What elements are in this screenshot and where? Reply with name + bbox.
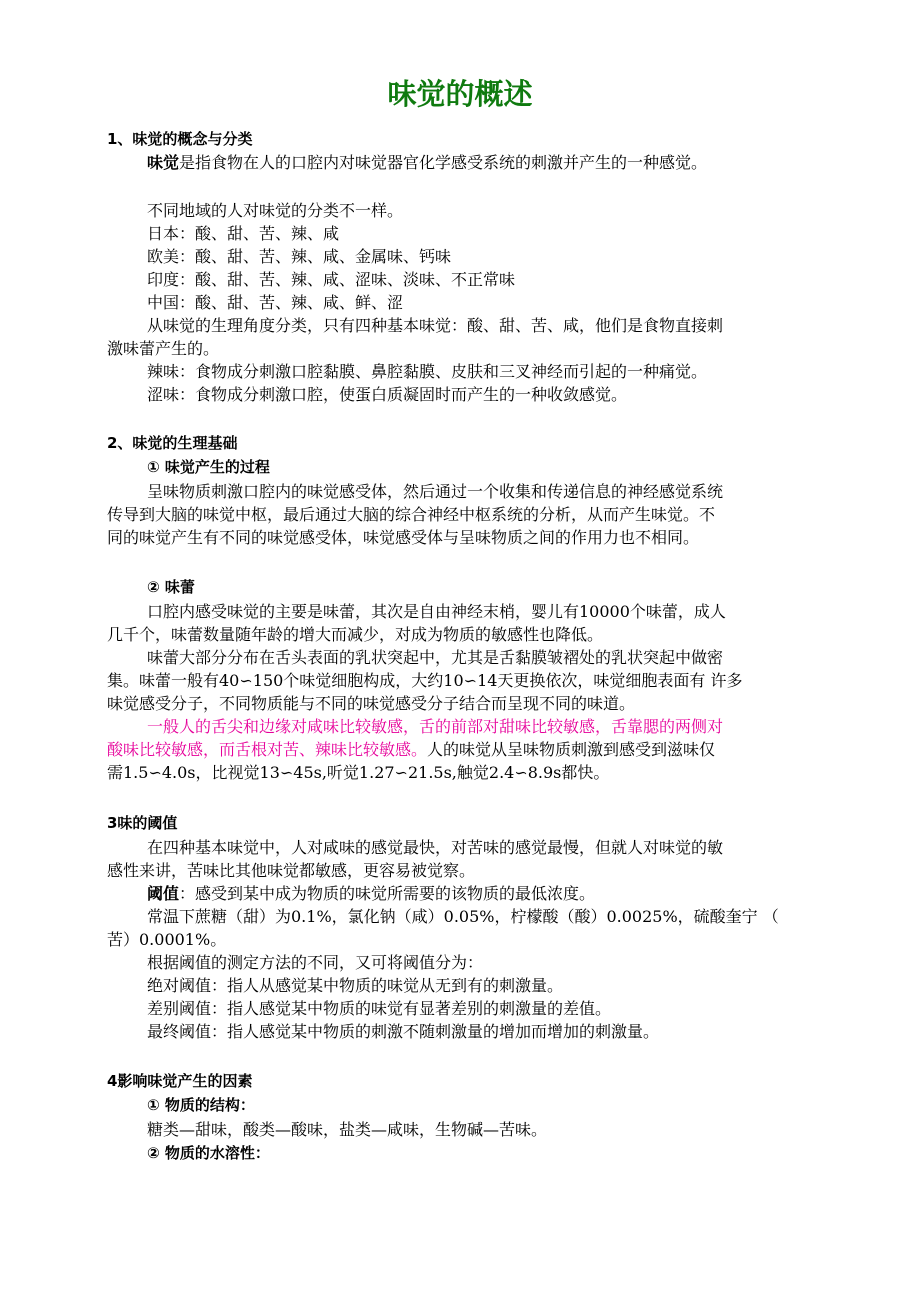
section-4-heading: 4影响味觉产生的因素 xyxy=(107,1072,253,1090)
threshold-definition xyxy=(147,882,595,905)
paragraph: 苦）0.0001%。 xyxy=(107,930,227,949)
paragraph: 在四种基本味觉中，人对咸味的感觉最快，对苦味的感觉最慢，但就人对味觉的敏 xyxy=(147,838,724,857)
threshold-definition-text: ：感受到某中成为物质的味觉所需要的该物质的最低浓度。 xyxy=(179,884,596,903)
taste-definition xyxy=(147,151,707,174)
final-threshold: 最终阈值：指人感觉某中物质的刺激不随刺激量的增加而增加的刺激量。 xyxy=(147,1022,660,1041)
subheading: ② 味蕾 xyxy=(147,578,195,596)
classification-japan: 日本：酸、甜、苦、辣、咸 xyxy=(147,224,340,243)
spicy-definition: 辣味：食物成分刺激口腔黏膜、鼻腔黏膜、皮肤和三叉神经而引起的一种痛觉。 xyxy=(147,362,708,381)
paragraph: 糖类—甜味，酸类—酸味，盐类—咸味，生物碱—苦味。 xyxy=(147,1120,548,1139)
subheading: ② 物质的水溶性： xyxy=(147,1144,270,1162)
threshold-term: 阈值 xyxy=(147,884,180,903)
taste-term: 味觉 xyxy=(147,153,180,172)
subheading: ① 物质的结构： xyxy=(147,1096,255,1114)
paragraph: 感性来讲，苦味比其他味觉都敏感，更容易被觉察。 xyxy=(107,861,476,880)
paragraph: 集。味蕾一般有40∽150个味觉细胞构成，大约10∽14天更换依次，味觉细胞表面有 许多 xyxy=(107,671,743,690)
classification-china: 中国：酸、甜、苦、辣、咸、鲜、涩 xyxy=(147,293,404,312)
page-title: 味觉的概述 xyxy=(387,77,533,111)
highlighted-text: 酸味比较敏感，而舌根对苦、辣味比较敏感。 xyxy=(107,740,428,759)
paragraph: 味觉感受分子，不同物质能与不同的味觉感受分子结合而呈现不同的味道。 xyxy=(107,694,636,713)
difference-threshold: 差别阈值：指人感觉某中物质的味觉有显著差别的刺激量的差值。 xyxy=(147,999,612,1018)
paragraph: 激味蕾产生的。 xyxy=(107,339,220,358)
paragraph: 传导到大脑的味觉中枢，最后通过大脑的综合神经中枢系统的分析，从而产生味觉。不 xyxy=(107,505,716,524)
taste-definition-text: 是指食物在人的口腔内对味觉器官化学感受系统的刺激并产生的一种感觉。 xyxy=(179,153,708,172)
paragraph-text: 人的味觉从呈味物质刺激到感受到滋味仅 xyxy=(427,740,716,759)
paragraph: 不同地域的人对味觉的分类不一样。 xyxy=(147,201,404,220)
section-1-heading: 1、味觉的概念与分类 xyxy=(107,130,253,148)
paragraph: 同的味觉产生有不同的味觉感受体，味觉感受体与呈味物质之间的作用力也不相同。 xyxy=(107,528,700,547)
section-2-heading: 2、味觉的生理基础 xyxy=(107,434,238,452)
paragraph: 几千个，味蕾数量随年龄的增大而减少，对成为物质的敏感性也降低。 xyxy=(107,625,604,644)
section-3-heading: 3味的阈值 xyxy=(107,814,178,832)
classification-india: 印度：酸、甜、苦、辣、咸、涩味、淡味、不正常味 xyxy=(147,270,516,289)
paragraph: 口腔内感受味觉的主要是味蕾，其次是自由神经末梢，婴儿有10000个味蕾，成人 xyxy=(147,602,726,621)
paragraph: 味蕾大部分分布在舌头表面的乳状突起中，尤其是舌黏膜皱褶处的乳状突起中做密 xyxy=(147,648,724,667)
highlighted-text: 一般人的舌尖和边缘对咸味比较敏感，舌的前部对甜味比较敏感，舌靠腮的两侧对 xyxy=(147,717,724,736)
absolute-threshold: 绝对阈值：指人从感觉某中物质的味觉从无到有的刺激量。 xyxy=(147,976,564,995)
classification-west: 欧美：酸、甜、苦、辣、咸、金属味、钙味 xyxy=(147,247,452,266)
paragraph: 需1.5∽4.0s，比视觉13∽45s,听觉1.27∽21.5s,触觉2.4∽8.9s都快。 xyxy=(107,763,610,782)
paragraph: 从味觉的生理角度分类，只有四种基本味觉：酸、甜、苦、咸，他们是食物直接刺 xyxy=(147,316,724,335)
paragraph: 根据阈值的测定方法的不同，又可将阈值分为： xyxy=(147,953,484,972)
astringent-definition: 涩味：食物成分刺激口腔，使蛋白质凝固时而产生的一种收敛感觉。 xyxy=(147,385,628,404)
paragraph: 常温下蔗糖（甜）为0.1%，氯化钠（咸）0.05%，柠檬酸（酸）0.0025%，硫酸奎宁 （ xyxy=(147,907,779,926)
subheading: ① 味觉产生的过程 xyxy=(147,458,270,476)
paragraph: 呈味物质刺激口腔内的味觉感受体，然后通过一个收集和传递信息的神经感觉系统 xyxy=(147,482,724,501)
paragraph xyxy=(107,738,715,761)
